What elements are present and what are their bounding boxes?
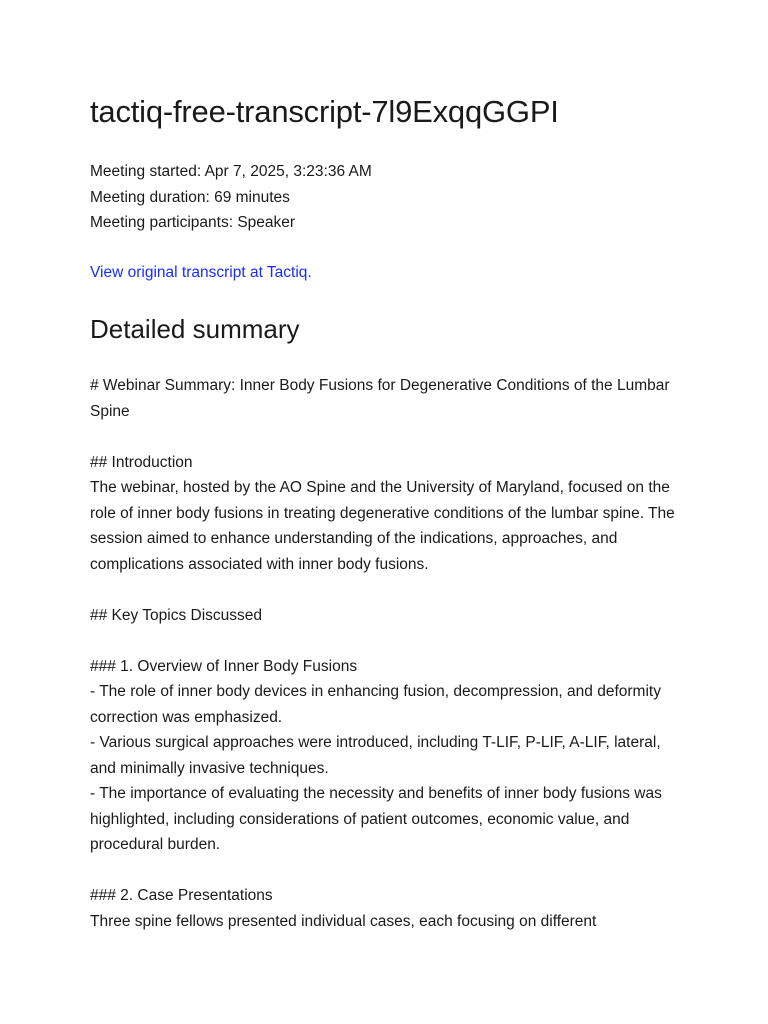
case-presentations-paragraph: ### 2. Case Presentations Three spine fellows presented individual cases, each focusing on different [90,887,597,930]
document-title: tactiq-free-transcript-7l9ExqqGGPI [90,94,559,129]
view-transcript-link[interactable]: View original transcript at Tactiq. [90,264,312,281]
paragraph-gap [90,424,675,450]
meeting-participants: Meeting participants: Speaker [90,214,296,231]
meeting-started: Meeting started: Apr 7, 2025, 3:23:36 AM [90,163,372,180]
key-topics-heading: ## Key Topics Discussed [90,606,263,624]
paragraph-gap [90,577,675,603]
overview-paragraph: ### 1. Overview of Inner Body Fusions - The role of inner body devices in enhancing fusion, decompression, and deformity correction was emphasized. - Various surgical approaches were introduced, including T-LIF, P-LIF, A-LIF, lateral, and minimally invasive techniques. - The importance of evaluating the necessity and benefits of inner body fusions was highlighted, including considerations of patient outcomes, economic value, and procedural burden. [90,657,662,853]
summary-body [90,373,675,934]
meeting-duration: Meeting duration: 69 minutes [90,188,290,206]
summary-title-paragraph: # Webinar Summary: Inner Body Fusions for Degenerative Conditions of the Lumbar Spine [90,377,670,420]
meeting-meta [90,159,372,236]
paragraph-gap [90,628,675,654]
summary-heading: Detailed summary [90,314,300,344]
introduction-paragraph: ## Introduction The webinar, hosted by the AO Spine and the University of Maryland, focused on the role of inner body fusions in treating degenerative conditions of the lumbar spine. The session aimed to enhance understanding of the indications, approaches, and complications associated with inner body fusions. [90,453,675,573]
paragraph-gap [90,858,675,884]
